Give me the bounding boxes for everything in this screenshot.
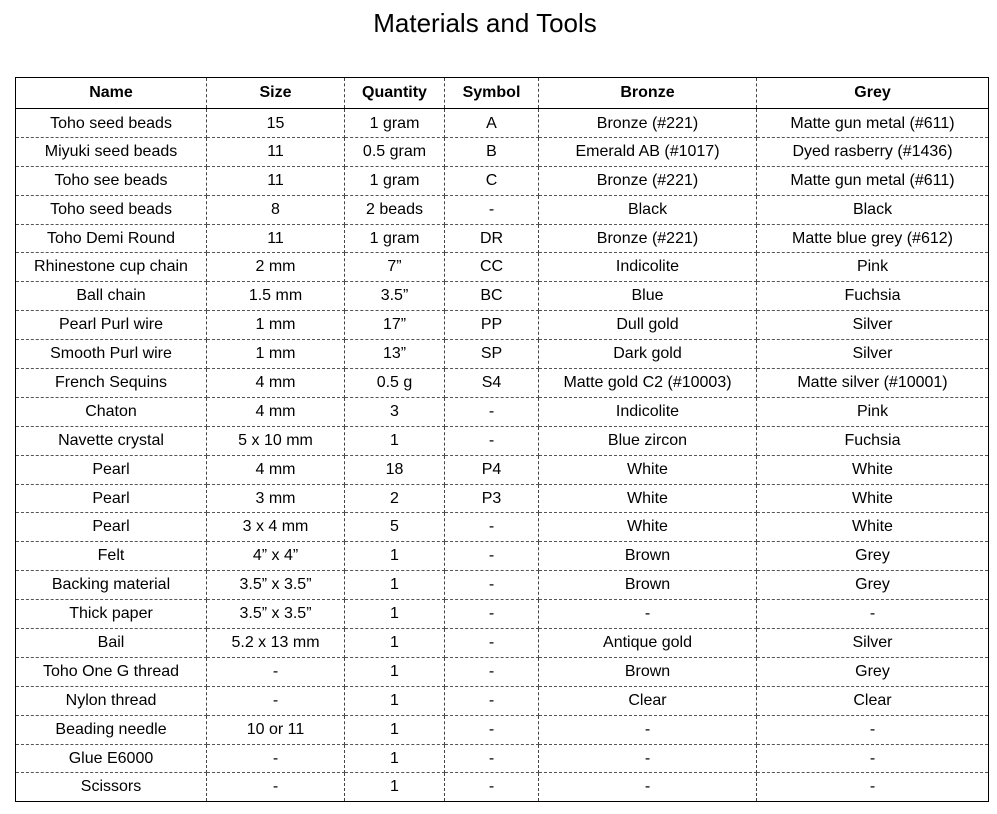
cell-grey: Dyed rasberry (#1436): [757, 137, 989, 166]
cell-grey: Fuchsia: [757, 282, 989, 311]
cell-bronze: White: [539, 455, 757, 484]
column-header-size: Size: [207, 78, 345, 109]
cell-name: Smooth Purl wire: [16, 340, 207, 369]
cell-symbol: -: [445, 195, 539, 224]
cell-quantity: 1: [345, 686, 445, 715]
cell-symbol: -: [445, 744, 539, 773]
column-header-name: Name: [16, 78, 207, 109]
cell-size: 3 x 4 mm: [207, 513, 345, 542]
cell-name: Glue E6000: [16, 744, 207, 773]
cell-symbol: S4: [445, 369, 539, 398]
table-row: [16, 744, 989, 773]
cell-grey: Grey: [757, 657, 989, 686]
cell-quantity: 2 beads: [345, 195, 445, 224]
cell-name: Nylon thread: [16, 686, 207, 715]
cell-name: Backing material: [16, 571, 207, 600]
table-row: [16, 686, 989, 715]
cell-bronze: Blue zircon: [539, 426, 757, 455]
cell-symbol: SP: [445, 340, 539, 369]
cell-symbol: P3: [445, 484, 539, 513]
materials-table: [15, 77, 989, 802]
cell-quantity: 5: [345, 513, 445, 542]
cell-bronze: White: [539, 513, 757, 542]
cell-bronze: Bronze (#221): [539, 166, 757, 195]
column-header-symbol: Symbol: [445, 78, 539, 109]
cell-name: French Sequins: [16, 369, 207, 398]
table-row: [16, 166, 989, 195]
table-row: [16, 311, 989, 340]
cell-bronze: Blue: [539, 282, 757, 311]
table-row: [16, 109, 989, 138]
cell-symbol: -: [445, 513, 539, 542]
cell-bronze: -: [539, 600, 757, 629]
cell-symbol: B: [445, 137, 539, 166]
cell-grey: Fuchsia: [757, 426, 989, 455]
cell-size: 11: [207, 224, 345, 253]
column-header-grey: Grey: [757, 78, 989, 109]
cell-size: -: [207, 686, 345, 715]
cell-name: Toho seed beads: [16, 109, 207, 138]
cell-name: Toho seed beads: [16, 195, 207, 224]
table-row: [16, 253, 989, 282]
cell-quantity: 0.5 gram: [345, 137, 445, 166]
cell-size: 2 mm: [207, 253, 345, 282]
cell-bronze: -: [539, 715, 757, 744]
cell-bronze: Dark gold: [539, 340, 757, 369]
cell-bronze: Black: [539, 195, 757, 224]
table-row: [16, 282, 989, 311]
cell-quantity: 17”: [345, 311, 445, 340]
cell-grey: Silver: [757, 311, 989, 340]
cell-quantity: 1: [345, 773, 445, 802]
cell-grey: Matte gun metal (#611): [757, 166, 989, 195]
table-row: [16, 715, 989, 744]
cell-grey: -: [757, 744, 989, 773]
table-row: [16, 397, 989, 426]
cell-size: 5.2 x 13 mm: [207, 629, 345, 658]
table-row: [16, 137, 989, 166]
cell-symbol: -: [445, 426, 539, 455]
cell-grey: Grey: [757, 571, 989, 600]
table-row: [16, 657, 989, 686]
table-row: [16, 513, 989, 542]
cell-quantity: 1: [345, 715, 445, 744]
cell-bronze: Brown: [539, 542, 757, 571]
cell-name: Navette crystal: [16, 426, 207, 455]
cell-bronze: Matte gold C2 (#10003): [539, 369, 757, 398]
cell-grey: Grey: [757, 542, 989, 571]
cell-bronze: Indicolite: [539, 397, 757, 426]
cell-symbol: C: [445, 166, 539, 195]
cell-size: -: [207, 773, 345, 802]
cell-grey: Matte gun metal (#611): [757, 109, 989, 138]
cell-grey: White: [757, 484, 989, 513]
cell-name: Chaton: [16, 397, 207, 426]
cell-size: 5 x 10 mm: [207, 426, 345, 455]
cell-bronze: Indicolite: [539, 253, 757, 282]
cell-bronze: -: [539, 744, 757, 773]
cell-quantity: 1 gram: [345, 166, 445, 195]
cell-name: Pearl: [16, 455, 207, 484]
cell-name: Pearl: [16, 513, 207, 542]
cell-grey: Pink: [757, 397, 989, 426]
cell-name: Scissors: [16, 773, 207, 802]
cell-grey: Pink: [757, 253, 989, 282]
cell-size: 4 mm: [207, 369, 345, 398]
cell-quantity: 0.5 g: [345, 369, 445, 398]
cell-grey: Matte silver (#10001): [757, 369, 989, 398]
cell-bronze: Dull gold: [539, 311, 757, 340]
cell-symbol: A: [445, 109, 539, 138]
table-row: [16, 195, 989, 224]
cell-size: 3.5” x 3.5”: [207, 600, 345, 629]
cell-name: Toho Demi Round: [16, 224, 207, 253]
cell-grey: -: [757, 773, 989, 802]
cell-symbol: CC: [445, 253, 539, 282]
cell-symbol: BC: [445, 282, 539, 311]
cell-size: 11: [207, 137, 345, 166]
cell-grey: Silver: [757, 629, 989, 658]
cell-name: Ball chain: [16, 282, 207, 311]
table-row: [16, 426, 989, 455]
cell-size: -: [207, 744, 345, 773]
cell-bronze: Antique gold: [539, 629, 757, 658]
column-header-bronze: Bronze: [539, 78, 757, 109]
cell-size: 3.5” x 3.5”: [207, 571, 345, 600]
cell-name: Beading needle: [16, 715, 207, 744]
table-row: [16, 773, 989, 802]
cell-quantity: 2: [345, 484, 445, 513]
cell-size: 4” x 4”: [207, 542, 345, 571]
cell-quantity: 1: [345, 571, 445, 600]
cell-name: Toho One G thread: [16, 657, 207, 686]
cell-quantity: 3: [345, 397, 445, 426]
cell-grey: -: [757, 600, 989, 629]
cell-quantity: 1: [345, 629, 445, 658]
cell-quantity: 1: [345, 744, 445, 773]
cell-symbol: -: [445, 542, 539, 571]
cell-symbol: -: [445, 397, 539, 426]
cell-size: 11: [207, 166, 345, 195]
table-row: [16, 455, 989, 484]
cell-bronze: Brown: [539, 657, 757, 686]
cell-size: 1 mm: [207, 340, 345, 369]
cell-size: 1.5 mm: [207, 282, 345, 311]
column-header-quantity: Quantity: [345, 78, 445, 109]
cell-bronze: Bronze (#221): [539, 224, 757, 253]
cell-name: Toho see beads: [16, 166, 207, 195]
table-row: [16, 629, 989, 658]
cell-symbol: -: [445, 686, 539, 715]
table-row: [16, 484, 989, 513]
cell-grey: -: [757, 715, 989, 744]
table-header-row: [16, 78, 989, 109]
cell-symbol: DR: [445, 224, 539, 253]
cell-symbol: -: [445, 600, 539, 629]
cell-bronze: White: [539, 484, 757, 513]
table-row: [16, 224, 989, 253]
cell-symbol: -: [445, 657, 539, 686]
cell-grey: Matte blue grey (#612): [757, 224, 989, 253]
cell-quantity: 1: [345, 657, 445, 686]
table-row: [16, 369, 989, 398]
cell-symbol: -: [445, 571, 539, 600]
table-row: [16, 571, 989, 600]
cell-bronze: Brown: [539, 571, 757, 600]
table-row: [16, 600, 989, 629]
cell-size: 1 mm: [207, 311, 345, 340]
cell-size: 4 mm: [207, 397, 345, 426]
cell-name: Pearl: [16, 484, 207, 513]
cell-symbol: -: [445, 773, 539, 802]
cell-quantity: 1 gram: [345, 109, 445, 138]
cell-grey: White: [757, 455, 989, 484]
table-row: [16, 542, 989, 571]
cell-name: Bail: [16, 629, 207, 658]
cell-quantity: 1: [345, 426, 445, 455]
cell-name: Felt: [16, 542, 207, 571]
cell-quantity: 13”: [345, 340, 445, 369]
cell-symbol: PP: [445, 311, 539, 340]
cell-quantity: 18: [345, 455, 445, 484]
cell-symbol: P4: [445, 455, 539, 484]
cell-quantity: 1: [345, 600, 445, 629]
cell-bronze: Clear: [539, 686, 757, 715]
cell-name: Thick paper: [16, 600, 207, 629]
cell-size: -: [207, 657, 345, 686]
cell-quantity: 7”: [345, 253, 445, 282]
cell-quantity: 1 gram: [345, 224, 445, 253]
cell-name: Pearl Purl wire: [16, 311, 207, 340]
cell-bronze: Emerald AB (#1017): [539, 137, 757, 166]
cell-name: Miyuki seed beads: [16, 137, 207, 166]
cell-size: 15: [207, 109, 345, 138]
cell-size: 10 or 11: [207, 715, 345, 744]
cell-symbol: -: [445, 715, 539, 744]
cell-symbol: -: [445, 629, 539, 658]
table-body: [16, 109, 989, 802]
table-row: [16, 340, 989, 369]
cell-grey: White: [757, 513, 989, 542]
cell-bronze: Bronze (#221): [539, 109, 757, 138]
cell-bronze: -: [539, 773, 757, 802]
cell-size: 4 mm: [207, 455, 345, 484]
cell-grey: Silver: [757, 340, 989, 369]
cell-quantity: 1: [345, 542, 445, 571]
cell-size: 8: [207, 195, 345, 224]
cell-quantity: 3.5”: [345, 282, 445, 311]
cell-size: 3 mm: [207, 484, 345, 513]
cell-grey: Clear: [757, 686, 989, 715]
cell-grey: Black: [757, 195, 989, 224]
page-title: Materials and Tools: [373, 8, 597, 38]
cell-name: Rhinestone cup chain: [16, 253, 207, 282]
